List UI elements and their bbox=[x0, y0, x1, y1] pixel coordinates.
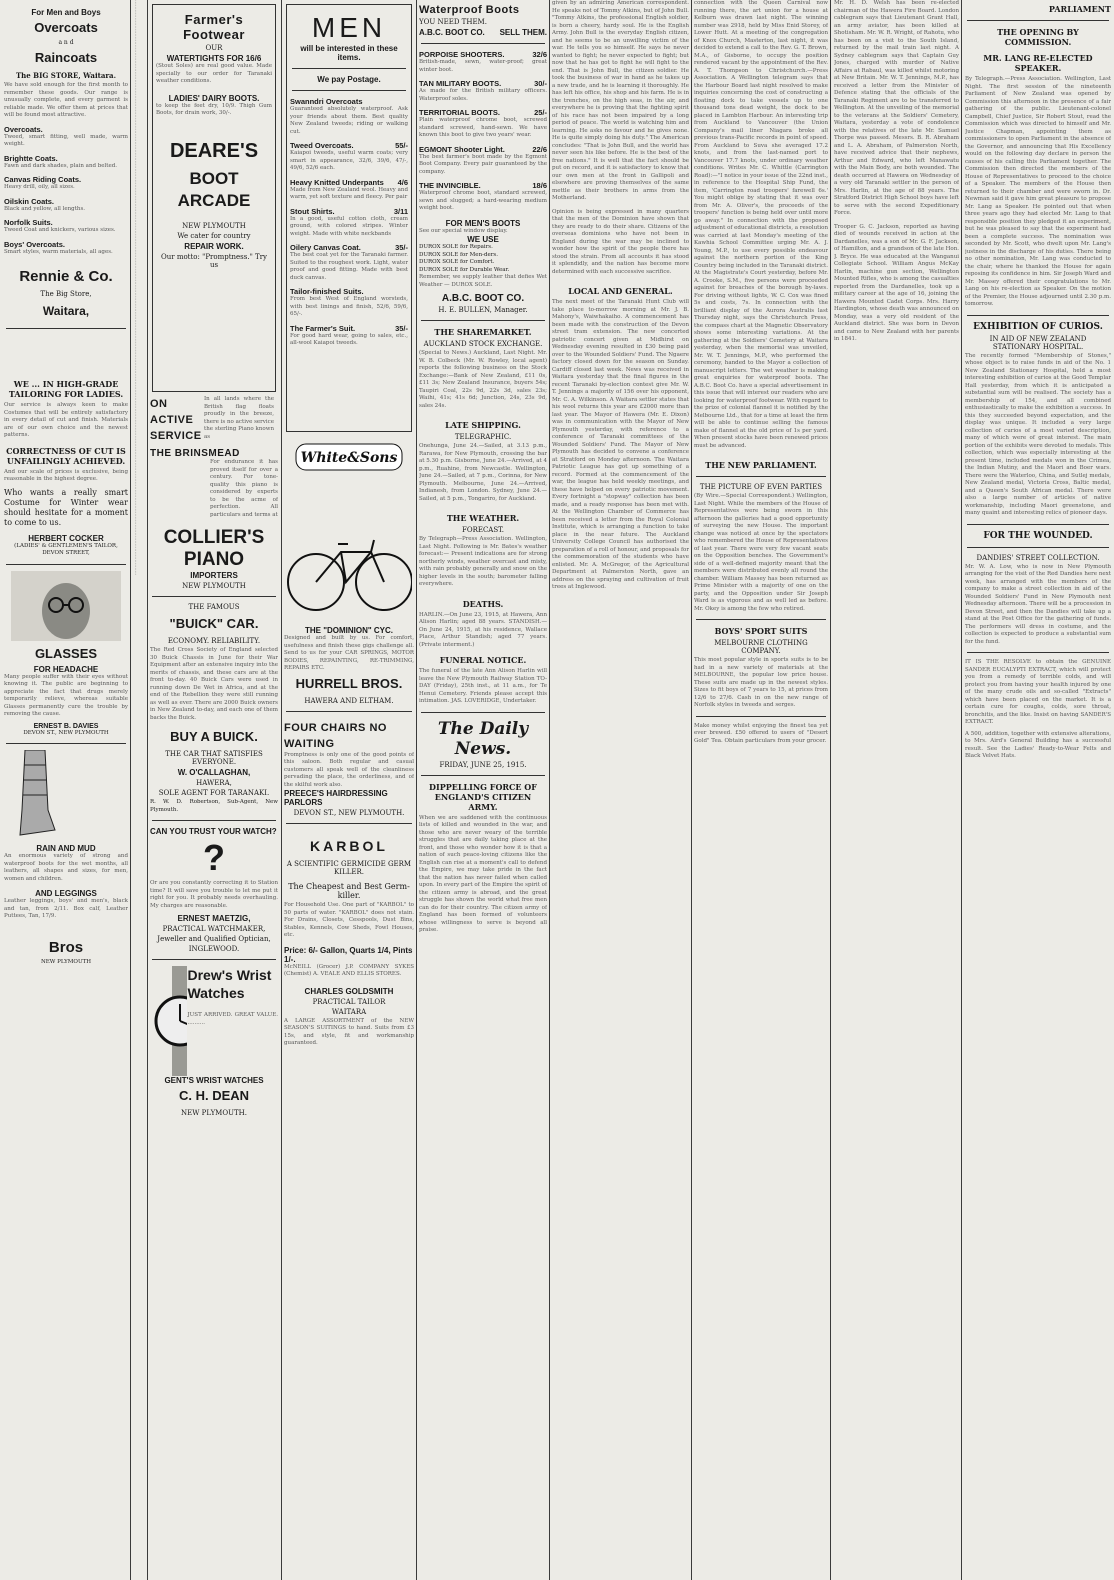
product-desc-6: From best West of England worsteds, with best linings and finish, 52/6, 59/6, 65/-. bbox=[290, 296, 408, 317]
preece-address: DEVON ST., NEW PLYMOUTH. bbox=[293, 809, 405, 817]
product-desc-2: Kaiapoi tweeds, useful warm coats; very smart in appearance, 32/6, 39/6, 47/-, 49/6, 52/6 each. bbox=[290, 150, 408, 171]
farmers-footwear-ad bbox=[152, 4, 276, 392]
drews-body: JUST ARRIVED. GREAT VALUE. .......... bbox=[187, 1012, 278, 1026]
legging-illustration bbox=[10, 750, 60, 840]
bros-town: NEW PLYMOUTH bbox=[40, 958, 92, 965]
davies-address: DEVON ST., NEW PLYMOUTH bbox=[23, 729, 109, 736]
lang-heading: MR. LANG RE-ELECTED SPEAKER. bbox=[983, 53, 1093, 73]
boys-suits-body: This most popular style in sports suits is to be had in a new variety of materials at the MELBOURNE, the popular low price house. These suits are made up in the newest styles. Sizes to fit boys of 7 years to 15, at prices from 12/6 to 27/6. Cash in on the new range of Norfolk styles in tweeds and serges. bbox=[694, 657, 828, 708]
store-item-3-text: Heavy drill, oily, all sizes. bbox=[4, 184, 75, 190]
active-service-heading: ON ACTIVE SERVICE bbox=[150, 398, 202, 442]
boot-desc-4: The best farmer's boot made by the Egmont Boot Company. Every pair guaranteed by the company. bbox=[419, 153, 547, 175]
boot-row-3: TERRITORIAL BOOTS. 25/- bbox=[419, 108, 547, 117]
column-8 bbox=[965, 0, 1111, 1580]
curios-sub: IN AID OF NEW ZEALAND STATIONARY HOSPITAL. bbox=[989, 334, 1087, 351]
deares-town: NEW PLYMOUTH bbox=[182, 221, 246, 230]
buick-body: The Red Cross Society of England selected 30 Buick Chassis in June for their War Equipment after an extensive inquiry into the merits of chassis, and these cars are at the front to-day. 40 Buick Cars were used in running down De Wet in Africa, and at the end of the Rebellion they were still running as well as ever. There are 2000 Buick owners in New Zealand to-day, and each one of them backs the Buick. bbox=[150, 647, 278, 721]
wrist-watch-row bbox=[150, 966, 278, 1076]
headache-heading: FOR HEADACHE bbox=[33, 664, 99, 674]
wounded-heading: FOR THE WOUNDED. bbox=[983, 530, 1093, 541]
sell-them: SELL THEM. bbox=[499, 28, 547, 37]
deaths-body: HARLIN.—On June 23, 1915, at Hawera, Ann Alison Harlin; aged 88 years. STANDISH.—On June 24, 1915, at his residence, Wallace Place, Arthur Standish; aged 77 years. (Private interment.) bbox=[419, 611, 547, 648]
boot-desc-2: As made for the British military officers. Waterproof soles. bbox=[419, 88, 547, 102]
masthead-date: FRIDAY, JUNE 25, 1915. bbox=[439, 760, 527, 769]
importers-heading: IMPORTERS bbox=[190, 571, 238, 580]
gents-watches-heading: GENT'S WRIST WATCHES bbox=[164, 1076, 264, 1085]
store-item-1-text: Tweed, smart fitting, well made, warm weight. bbox=[4, 133, 128, 147]
deares-motto: Our motto: "Promptness." Try us bbox=[161, 252, 267, 269]
deaths-heading: DEATHS. bbox=[462, 598, 504, 609]
colliers-heading: COLLIER'S bbox=[163, 527, 265, 548]
glasses-heading: GLASSES bbox=[34, 645, 98, 661]
mud-heading: RAIN AND MUD bbox=[36, 844, 96, 853]
karbol-agents: McNEILL (Grocer) J.P. COMPANY SYKES (Chemist) A. VEALE AND ELLIS STORES. bbox=[284, 963, 414, 977]
dominion-heading: THE "DOMINION" CYC. bbox=[304, 626, 394, 635]
preece-heading: PREECE'S HAIRDRESSING PARLORS bbox=[284, 789, 388, 807]
column-6 bbox=[694, 0, 828, 1580]
waterproof-heading: Waterproof Boots bbox=[419, 4, 520, 16]
column-2 bbox=[150, 0, 278, 1580]
boot-row-5: THE INVINCIBLE. 18/6 bbox=[419, 181, 547, 190]
cocker-ad bbox=[4, 379, 128, 558]
curios-heading: EXHIBITION OF CURIOS. bbox=[973, 321, 1103, 332]
maetzig-town: INGLEWOOD. bbox=[188, 945, 240, 953]
dandies-sub: DANDIES' STREET COLLECTION. bbox=[976, 553, 1100, 562]
watertights-body: (Stout Soles) are real good value. Made specially to our order for Taranaki weather conditions. bbox=[156, 63, 272, 84]
brinsmead-heading: THE BRINSMEAD bbox=[150, 448, 240, 459]
germicide-line: A SCIENTIFIC GERMICIDE GERM KILLER. bbox=[286, 860, 412, 876]
col5-body-mid: Opinion is being expressed in many quarters that the men of the Dominion have shown that they are ready to do their share. Citizens of the overseas dominions who have not been in England during the war may be inclined to wonder how the spirit of the people there has stood the strain. From all accounts it has stood it splendidly, and the nation has become more determined with each successive sacrifice. bbox=[552, 208, 689, 275]
hurrell-sub: HAWERA AND ELTHAM. bbox=[304, 696, 394, 705]
cheapest-line: The Cheapest and Best Germ-killer. bbox=[288, 882, 410, 900]
overcoats-ad bbox=[4, 8, 128, 322]
curios-body: The recently formed "Membership of Stones," whose object is to raise funds in aid of the No. 1 New Zealand Stationary Hospital, held a most interesting exhibition of curios at the Good Templar Hall yesterday, from which it is anticipated a substantial sum will be realised. The society has a membership of 154, and all combined enthusiastically to make the exhibition a success. In this they succeeded beyond expectation, and the display was unique. It included a very large collection of curios of a most varied description, many of which were of great interest. The main portion of the exhibits were devoted to medals. This collection, which was especially interesting at the present time, included medals won in the Crimea, the Indian Mutiny, and the Maori and Boer wars. There were the Waterloo, China, and Sutlej medals, New Zealand medal, Victoria Cross, Baltic medal, and a Queen's South African medal. There were also a large number of articles of native workmanship, including Maori greenstone, and many quaint and interesting relics of pioneer days. bbox=[965, 352, 1111, 516]
store-item-4-text: Black and yellow, all lengths. bbox=[4, 205, 86, 212]
rennie-town: Waitara, bbox=[42, 304, 90, 318]
whites-logo bbox=[286, 442, 412, 472]
ocallaghan-town: HAWERA, bbox=[196, 779, 232, 787]
leggings-body: Leather leggings, boys' and men's, black and tan, from 2/11. Box calf, Leather Puttees, Tan, 17/9. bbox=[4, 898, 128, 919]
abc-row bbox=[419, 28, 547, 37]
sharemarket-heading: THE SHAREMARKET. bbox=[434, 327, 532, 337]
trust-watch-heading: CAN YOU TRUST YOUR WATCH? bbox=[150, 827, 277, 836]
farmers-footwear-title: Farmer's Footwear bbox=[183, 12, 245, 42]
goldsmith-trade: PRACTICAL TAILOR bbox=[312, 997, 386, 1006]
column-7 bbox=[834, 0, 959, 1580]
telegraphic-sub: TELEGRAPHIC. bbox=[454, 433, 512, 441]
colliers-town: NEW PLYMOUTH bbox=[182, 582, 246, 590]
dominion-body: Designed and built by us. For comfort, usefulness and finish these gigs challenge all. Send to us for your CAR SPRINGS, MOTOR BODIES, REPAINTING, RE-TRIMMING, REPAIRS ETC. bbox=[284, 635, 414, 671]
daily-news-masthead: The Daily News. bbox=[437, 718, 529, 759]
smart-costume: Who wants a really smart Costume for Winter wear should hesitate for a moment to come to us. bbox=[4, 487, 128, 527]
tailoring-body: Our service is always keen to make Costumes that will be entirely satisfactory in every detail of cut and finish. Materials are of our own choice and the newest patterns. bbox=[4, 402, 128, 438]
goldsmith-heading: CHARLES GOLDSMITH bbox=[304, 986, 394, 996]
product-desc-4: In a good, useful cotton cloth, cream ground, with colored stripes. Winter weight. Made with white neckbands bbox=[290, 215, 408, 237]
col6-body-top: connection with the Queen Carnival now running there, the art union for a house at Kelburn was drawn last night. The winning number was 2918, held by Miss Enid Storey, of Lower Hutt. At a meeting of the congregation of Knox Church, Masterton, last night, it was decided to extend a call to the Rev. G. T. Brown, M.A., of Gisborne, to occupy the position rendered vacant by the appointment of the Rev. A. T. Thompson to Christchurch.—Press Association. A Wellington telegram says that the Harbour Board last night resolved to make inquiries concerning the cost of constructing a floating dock to take vessels up to one thousand tons dead weight, the dock to be placed in Lambton Harbour. An interesting trip from Auckland to Vancouver (the Union Company's mail liner Niagara broke all previous trans-Pacific records in point of speed. From Auckland to Suva she averaged 17.2 knots, and from the last-named port to Vancouver 17.7 knots, under ordinary weather conditions. Writes Mr. C. Whittle (Carrington Road):—"I notice in your issue of the 22nd inst., in reference to the Hospital Ship Fund, the item, 'Carrington road troopers' farewell 6s.' You might oblige by stating that it was over from Mr. A. Oliver's, the proceeds of the troopers' function is being held over until more go away." In connection with the proposed adjustment of educational districts, a resolution was carried at last Monday's meeting of the Kawhia School Committee urging Mr. A. J. Young, M.P., to use every possible endeavour against the northern portion of the King Country being included in the Taranaki district. At the Magistrate's Court yesterday, before Mr. A. Crooke, S.M., five persons were proceeded against for breaches of the borough by-laws. For driving without lights, W. C. Cox was fined 5s and costs, 7s. In connection with the brilliant display of the Aurora Australis last Thursday night, says the Christchurch Press, the compass chart at the Magnetic Observatory shows some interesting variations. At the gathering at the Soldiers' Cemetery at Waitara yesterday, when the memorial was unveiled, Mr. W. T. Jennings, M.P., who performed the ceremony, handed to the Mayor a collection of manuscript letters. The wet weather is making great enquiries for waterproof boots. The A.B.C. Boot Co. have a special advertisement in this issue that will interest our readers who are looking for waterproof footwear. With regard to the prize of colonial flannel it is notified by the Melbourne Ltd., that for a time at least the firm will be able to continue selling the famous make of flannel at the old price of 1s per yard. When present stocks have been renewed prices must be advanced. bbox=[694, 0, 828, 449]
leggings-heading: AND LEGGINGS bbox=[35, 889, 97, 898]
dean-town: NEW PLYMOUTH. bbox=[181, 1109, 247, 1117]
glasses-body: Many people suffer with their eyes without knowing it. The public are beginning to appreciate the fact that drugs merely temporarily relieve, whereas suitable Glasses permanently cure the trouble by removing the cause. bbox=[4, 673, 128, 717]
wrist-watch-icon bbox=[150, 966, 187, 1076]
product-row-4: Stout Shirts. 3/11 bbox=[290, 206, 408, 216]
sole-agent: SOLE AGENT FOR TARANAKI. bbox=[158, 789, 270, 797]
stock-exchange-sub: AUCKLAND STOCK EXCHANGE. bbox=[423, 340, 543, 348]
rennie-heading: Rennie & Co. bbox=[19, 268, 113, 285]
goldsmith-town: WAITARA bbox=[331, 1007, 367, 1016]
sub-agent: R. W. D. Robertson, Sub-Agent, New Plymouth. bbox=[150, 799, 278, 813]
maetzig-jeweller: Jeweller and Qualified Optician, bbox=[157, 935, 271, 943]
raincoats-heading: Raincoats bbox=[34, 50, 98, 65]
glasses-ad bbox=[4, 571, 128, 738]
picture-sub: THE PICTURE OF EVEN PARTIES bbox=[699, 483, 823, 491]
forecast-sub: FORECAST. bbox=[461, 526, 505, 534]
active-service-body: In all lands where the British flag floats proudly in the breeze, there is no active service the sterling Piano known as bbox=[204, 396, 274, 440]
col7-body-mid: Trooper G. C. Jackson, reported as having died of wounds received in action at the Dardanelles, was a son of Mr. G. F. Jackson, of Hamilton, and a grandson of the late Hon. J. Bryce. He was educated at the Wanganui Collegiate School. William Angus McKay Harlin, machine gun section, Wellington Mounted Rifles, who is among the casualties reported from the Dardanelles, took up a military career at the age of 16, joining the Hawera Mounted Cadet Corps. Mrs. Harry Hardington, whose death was announced on Monday, was a very old resident of the Auckland district. She was born in Devon and came to New Zealand with her parents in 1841. bbox=[834, 223, 959, 342]
need-line: YOU NEED THEM. bbox=[419, 18, 487, 26]
parliament-top-heading: PARLIAMENT bbox=[1048, 4, 1111, 14]
local-general-body: The next meet of the Taranaki Hunt Club will take place to-morrow morning at Mr. J. B. Mahony's, Waiwhakaiho. A commencement has been made with the construction of the Devon street tram extension. The new concerted patriotic concert given at Midhirst on Wednesday evening resulted in £30 being paid over to the Wounded Soldiers' Fund. The Ngaere factory closed down for the season on Sunday. Cardiff closed last week. News was received in Waitara yesterday that the final figures in the recent Taranaki by-election contest give Mr. W. T. Jennings a majority of 156 over his opponent, Mr. C. A. Wilkinson. A Waitara settler states that his wool returns this year are £2000 more than last year. The Mayor of Hawera (Mr. E. Dixon) was in communication with the Mayor of New Plymouth yesterday, with reference to a conference of Taranaki committees of the Wounded Soldiers' Fund. The Mayor of New Plymouth has decided to convene a conference at Stratford on Monday afternoon. The Waitara Patriotic League has got up something of a record. Formed at the commencement of the war, the league has held weekly meetings, and these have helped on every patriotic movement. Every fortnight a "stopway" collection has been made, and a ready response has been met with. At the Wellington Chamber of Commerce has been received a letter from the Royal Colonial Institute, which is arranging a function to take place in the near future. The Auckland University College Council has authorised the preparation of a roll of honour, and proposals for the commemoration of the students who have enlisted. Mr. A. McGregor, of the Agricultural Department at Palmerston North, gave an address on the spraying and cultivation of fruit trees at Inglewood. bbox=[552, 299, 689, 590]
goldsmith-body: A LARGE ASSORTMENT of the NEW SEASON'S SUITINGS to hand. Suits from £3 15s, and style, fit and workmanship guaranteed. bbox=[284, 1017, 414, 1046]
shipping-heading: LATE SHIPPING. bbox=[445, 420, 521, 430]
hurrell-heading: HURRELL BROS. bbox=[295, 675, 403, 691]
sander-body: IT IS THE RESOLVE to obtain the GENUINE SANDER EUCALYPTI EXTRACT, which will protect you from a remedy of terrible colds, and will protect you from having your health injured by one of the many crude oils and so-called "Extracts" which have been placed on the market. It is a certain cure for coughs, colds, sore throat, bronchitis, and the like. Insist on having SANDER'S EXTRACT. bbox=[965, 659, 1111, 725]
drews-heading: Drew's Wrist Watches bbox=[187, 967, 272, 1001]
column-1 bbox=[4, 0, 128, 1580]
deares-cater: We cater for country bbox=[177, 231, 251, 240]
strip-text: .......................................................................................................................................................................................................................................................................................................................................................................... bbox=[133, 0, 140, 576]
product-desc-7: For good hard wear, going to sales, etc., all-wool Kaiapoi tweeds. bbox=[290, 332, 408, 346]
desert-gold-name: "Desert Gold" Tea. bbox=[694, 730, 828, 744]
four-chairs-heading: FOUR CHAIRS NO WAITING bbox=[284, 721, 387, 750]
product-row-6: Tailor-finished Suits. bbox=[290, 287, 364, 296]
ladies-dairy-heading: LADIES' DAIRY BOOTS. bbox=[168, 93, 260, 103]
weather-body: By Telegraph—Press Association. Wellington, Last Night. Following is Mr. Bates's weather forecast:— Present indications are for strong northerly winds, weather overcast and misty, with rain probably generally and snow on the higher levels in the south; barometer falling everywhere. bbox=[419, 536, 547, 587]
big-store-line: The BIG STORE, Waitara. bbox=[15, 71, 117, 80]
column-4 bbox=[419, 0, 547, 1580]
force-body: When we are saddened with the continuous lists of killed and wounded in the war, and those who are never weary of the terrible struggles that are daily taking place at the front, and those who wonder how it is that a nation of such peace-loving citizens like the English can rise at a moment's call to defend the Empire, we may take pride in the fact that the nation has never failed when called upon. In every part of the Empire the spirit of the citizen army is abroad, and the great struggle has shown the world what free men can do for their country. The citizen army of England has been formed of volunteers whose willingness to serve is beyond all praise. bbox=[419, 814, 547, 933]
face-illustration bbox=[11, 571, 121, 641]
mud-body: An enormous variety of strong and waterproof boots for the wet months, all leathers, all shapes and sizes, for men, women and children. bbox=[4, 853, 128, 882]
bicycle-illustration bbox=[286, 512, 412, 622]
product-row-1: Swanndri Overcoats bbox=[290, 97, 363, 106]
repair-heading: REPAIR WORK. bbox=[184, 241, 244, 251]
col5-body-top: given by an admiring American correspondent. He speaks not of Tommy Atkins, but of John Bull. "Tommy Atkins, the professional English soldier, is born a cheery, hardy soul. He is the English Army. John Bull is the everyday English citizen, and he seems to be an unwilling victim of the war. He tells you so himself. He says he never wanted to fight; he never expected to fight; but now that he has got to fight he will fight to the end. That is John Bull, the citizen soldier. He took the business of war in hand as he takes up a new trade, and he is learning it thoroughly. He has left his office, his shop and his farm. He is in the trenches, on the high seas, in the air, and everywhere he is proving that the fighting spirit of his race has not been impaired by a long period of peace. The world is watching him and learning. He asks no favour and he gives none. He is quite simply doing his duty." The American concludes: "That is John Bull, and the world has never seen his like before. He is the best of the free nations." It is well that the fact should be put on record, and it is satisfactory to know that our own men at the front in Gallipoli and elsewhere are proving themselves of the same mettle as their brothers in arms from the Motherland. bbox=[552, 0, 689, 201]
desert-gold-body: Make money whilst enjoying the finest tea yet ever brewed. £50 offered to users of "Desert Gold" Tea. Obtain particulars from your grocer. bbox=[694, 722, 828, 744]
parliament-heading: THE NEW PARLIAMENT. bbox=[705, 460, 817, 470]
for-men-heading: FOR MEN'S BOOTS bbox=[445, 218, 521, 228]
product-row-2: Tweed Overcoats. 55/- bbox=[290, 141, 408, 150]
alterations-body: A 500, addition, together with extensive alterations, to Mrs. Aird's General Building has a successful result. See the Ladies' Ready-to-Wear Felts and Black Velvet Hats. bbox=[965, 730, 1111, 759]
tailoring-heading: WE ... IN HIGH-GRADE TAILORING FOR LADIES. bbox=[8, 379, 124, 399]
boot-desc-1: British-made, sewn, water-proof; great winter boot. bbox=[419, 59, 547, 73]
store-item-2: Brightte Coats. bbox=[4, 153, 58, 163]
product-row-7: The Farmer's Suit. 35/- bbox=[290, 323, 408, 333]
for-men-body: See our special window display. bbox=[419, 227, 508, 234]
weather-heading: THE WEATHER. bbox=[446, 513, 520, 523]
dean-heading: C. H. DEAN bbox=[178, 1088, 250, 1103]
question-mark: ? bbox=[203, 837, 225, 878]
col7-body-top: Mr. H. D. Welsh has been re-elected chairman of the Hawera Fire Board. London cablegram says that Lieutenant Grant Hall, an army aviator, has been killed at Shotisham. Mr. W. R. Wright, of Rahotu, who has been on a visit to the South Island, returned by the mail train last night. A Sydney cablegram says that Captain Guy Jones, charged with murder of Native Affairs at Rabaul, was killed whilst motoring at New Britain. Mr. W. T. Jennings, M.P., has received a letter from the Minister of Defence stating that the officials of the Taranaki Regiment are to be transferred to Wellington. At the unveiling of the memorial to the veterans at the Soldiers' Cemetery, Waitara, yesterday a vote of condolence with the relatives of the late Mr. Samuel Thorpe was passed. Messrs. B. R. Abraham and L. A. Abraham, of Palmerston North, have received advice that their nephews, Arthur and Edward, who left Manawatu with the Main Body, are both wounded. The death occurred at Hawera on Wednesday of a very old Taranaki settler in the person of Mrs. Harlin, at the age of 88 years. The Stratford District High School boys have left to serve with the second Expeditionary Force. bbox=[834, 0, 959, 216]
buy-buick-heading: BUY A BUICK. bbox=[170, 729, 258, 744]
parliament-body: (By Wire.—Special Correspondent.) Wellington, Last Night. While the members of the House of Representatives were being sworn in this afternoon the galleries had a good opportunity of surveying the new House. The important change was noticed at once by the spectators who remembered the House of Representatives of last year. There were very few vacant seats on the Opposition benches. The Government's side of a well-defined majority meant that the members were distributed evenly all round the chamber. William Massey has been returned as Prime Minister with a majority of one on the party, and the Opposition under Sir Joseph Ward is as vigorous and as well led as before. Mr. Okey is among the few who retired. bbox=[694, 493, 828, 612]
men-heading: MEN bbox=[311, 12, 387, 43]
economy-line: ECONOMY. RELIABILITY. bbox=[167, 637, 261, 645]
famous-label: THE FAMOUS bbox=[188, 603, 240, 611]
farmers-our: OUR bbox=[205, 44, 223, 52]
maetzig-trade: PRACTICAL WATCHMAKER, bbox=[162, 925, 266, 933]
store-item-5-text: Tweed Coat and knickers, various sizes. bbox=[4, 227, 116, 233]
funeral-body: The funeral of the late Ann Alison Harlin will leave the New Plymouth Railway Station TO-DAY (Friday), 25th inst., at 11 a.m., for Te Henui Cemetery. Friends please accept this intimation. JAS. LOVERIDGE, Undertaker. bbox=[419, 668, 547, 704]
boot-desc-3: Plain waterproof chrome boot, screwed standard screwed, hand-sewn. We have known this boot to give two years' wear. bbox=[419, 117, 547, 138]
funeral-heading: FUNERAL NOTICE. bbox=[439, 655, 527, 665]
active-service-row bbox=[150, 396, 278, 444]
karbol-price: Price: 6/- Gallon, Quarts 1/4, Pints 1/-. bbox=[284, 945, 413, 964]
boys-suits-heading: BOYS' SPORT SUITS bbox=[714, 626, 808, 636]
column-3 bbox=[284, 0, 414, 1580]
store-item-4: Oilskin Coats. bbox=[4, 196, 55, 206]
sharemarket-body: (Special to News.) Auckland, Last Night. Mr. W. B. Colbeck (Mr. W. Rowley, local agent) reports the following business on the Stock Exchange:—Bank of New Zealand, £11 0s, £11 3s; New Zealand Insurance, buyers 54s; Taupiri Coal, 22s 9d, 22s 3d, sales 23s; Waihi, 41s; 41s 6d; Junction, 24s, 23s 9d, sales 24s. bbox=[419, 350, 547, 409]
maetzig-name: ERNEST MAETZIG, bbox=[177, 914, 251, 923]
abc-footer: A.B.C. BOOT CO. bbox=[441, 293, 525, 304]
boot-arcade-heading: BOOT ARCADE bbox=[177, 168, 251, 210]
overcoats-banner-line1: For Men and Boys bbox=[31, 8, 101, 17]
satisfies-line: THE CAR THAT SATISFIES EVERYONE. bbox=[165, 750, 263, 766]
product-row-3: Heavy Knitted Underpants 4/6 bbox=[290, 177, 408, 187]
opening-body: By Telegraph.—Press Association. Wellington, Last Night. The first session of the nineteenth Parliament of New Zealand was opened by Commission this afternoon in the presence of a fair gathering of the public. Lieutenant-colonel Campbell, Chief Justice, Sir Robert Stout, read the Commission which was directed to himself and Mr. Justice Chapman, appointing them as commissioners to open Parliament in the absence of the Governor, and announcing that His Excellency would on the following day declare in person the causes of his calling this Parliament together. The Commission then directed the members of the House of Representatives to proceed to the choice of a Speaker. The members of the House then returned to their chamber and were sworn in. Dr. Newman said it gave him great pleasure to propose Mr. Lang as Speaker. He pointed out that when three years ago they had elected Mr. Lang to that responsible position they pledged it an experiment, but he was pleased to say that the experiment had been a complete success. The nomination was seconded by Mr. Scott, who dwelt upon Mr. Lang's justness in the discharge of his duties. There being no other nomination, Mr. Lang was conducted to the chair, where he thanked the House for again reposing its confidence in him. Sir Joseph Ward and Mr. Massey offered their congratulations to Mr. Lang on his re-election as Speaker. On the motion of the Premier, the House adjourned until 2.30 p.m. tomorrow. bbox=[965, 76, 1111, 307]
product-desc-3: Made from New Zealand wool. Heavy and warm, yet soft texture and fleecy. Per pair bbox=[290, 186, 408, 200]
boot-row-1: PORPOISE SHOOTERS. 32/6 bbox=[419, 50, 547, 59]
overcoats-body: We have sold enough for the first month to remember these goods. Our range is unusually complete, and every garment is reliable made. We offer them at prices that will be found most attractive. bbox=[4, 82, 128, 118]
product-desc-1: Guaranteed absolutely waterproof. Ask your friends about them. Best quality New Zealand tweeds; riding or walking cut. bbox=[290, 106, 408, 135]
boot-row-4: EGMONT Shooter Light. 22/6 bbox=[419, 144, 547, 154]
melbourne-sub: MELBOURNE CLOTHING COMPANY. bbox=[714, 639, 808, 655]
durox-body: Remember, we supply leather that defies Wet Weather — DUROX SOLE. bbox=[419, 274, 547, 288]
karbol-body: For Household Use. One part of "KARBOL" to 50 parts of water. "KARBOL" does not stain. For Drains, Closets, Cesspools, Dust Bins, Stables, Kennels, Cow Sheds, Fowl Houses, etc. bbox=[284, 902, 414, 938]
shipping-body: Onehunga, June 24.—Sailed, at 3.13 p.m., Rarawa, for New Plymouth, crossing the bar at 5.30 p.m. Gisborne, June 24.—Arrived, at 4 p.m., Ruahine, from Newcastle. Wellington, June 24.—Sailed, at 7 p.m., Corinna, for New Plymouth. Melbourne, June 24.—Arrived, Indianesh, from London. Sydney, June 24.—Sailed, at 5 p.m., Tongariro, for Auckland. bbox=[419, 443, 547, 502]
cut-body: And our scale of prices is exclusive, being reasonable in the highest degree. bbox=[4, 468, 128, 482]
four-chairs-body: Promptness is only one of the good points of this saloon. Both regular and casual customers all speak well of the cleanliness pervading the place, the orderliness, and of the skilful work also. bbox=[284, 751, 414, 788]
boot-desc-5: Waterproof chrome boot, standard screwed, sewn and slugged; a hard-wearing medium weight boot. bbox=[419, 190, 547, 211]
piano-heading: PIANO bbox=[183, 549, 245, 570]
store-item-5: Norfolk Suits. bbox=[4, 218, 53, 227]
cocker-sub: (LADIES' & GENTLEMEN'S TAILOR, DEVON STREET, bbox=[14, 542, 118, 556]
svg-text:White&Sons: White&Sons bbox=[300, 450, 398, 466]
watch-body: Or are you constantly correcting it to Station time? It will save you trouble to let me put it right for you. It probably needs overhauling. My charges are reasonable. bbox=[150, 880, 278, 909]
overcoats-banner-line2: Overcoats bbox=[34, 20, 98, 35]
we-use-heading: WE USE bbox=[467, 235, 499, 244]
davies-name: ERNEST B. DAVIES bbox=[33, 722, 99, 730]
cut-heading: CORRECTNESS OF CUT IS UNFAILINGLY ACHIEVED. bbox=[6, 445, 126, 466]
buick-car-heading: "BUICK" CAR. bbox=[169, 616, 259, 631]
watertights-heading: WATERTIGHTS FOR 16/6 bbox=[166, 54, 262, 63]
dandies-body: Mr. W. A. Low, who is now in New Plymouth arranging for the visit of the Red Dandies here next week, has arranged with the members of the company to make a street collection in aid of the Wounded Soldiers' Fund in New Plymouth next Wednesday afternoon. There will be a procession in Devon Street, and then the Dandies will take up a stand at the Post Office for the gathering of funds. The performers will dress in costume, and the collection is expected to produce a substantial sum for the fund. bbox=[965, 563, 1111, 645]
boot-row-2: TAN MILITARY BOOTS. 30/- bbox=[419, 79, 547, 88]
postage-line: We pay Postage. bbox=[317, 75, 381, 84]
bros-heading: Bros bbox=[48, 938, 84, 956]
product-row-5: Oilery Canvas Coat. 35/- bbox=[290, 243, 408, 252]
ocallaghan-name: W. O'CALLAGHAN, bbox=[177, 768, 251, 777]
column-strip bbox=[132, 0, 146, 1580]
ladies-dairy-body: to keep the feet dry, 10/9. Thigh Gum Boots, for drain work, 30/-. bbox=[156, 102, 272, 116]
men-items-ad bbox=[286, 4, 412, 432]
cocker-name: HERBERT COCKER bbox=[28, 533, 104, 543]
column-5 bbox=[552, 0, 689, 1580]
local-general-heading: LOCAL AND GENERAL. bbox=[568, 286, 673, 296]
men-subheading: will be interested in these items. bbox=[300, 44, 398, 62]
karbol-heading: KARBOL bbox=[310, 838, 388, 854]
store-item-6: Boys' Overcoats. bbox=[4, 239, 65, 249]
store-item-6-text: Smart styles, warm materials, all ages. bbox=[4, 248, 113, 255]
product-desc-5: The best coat yet for the Taranaki farmer. Suited to the roughest work. Light, water proof and good fitting. Made with best duck canvas. bbox=[290, 252, 408, 281]
store-item-1: Overcoats. bbox=[4, 124, 43, 134]
abc-name: A.B.C. BOOT CO. bbox=[419, 28, 485, 37]
rennie-sub: The Big Store, bbox=[40, 290, 92, 298]
deares-heading: DEARE'S bbox=[169, 139, 259, 162]
durox-list: DUROX SOLE for Repairs. DUROX SOLE for Men-ders. DUROX SOLE for Comfort. DUROX SOLE for Durable Wear. bbox=[419, 244, 510, 273]
manager-line: H. E. BULLEN, Manager. bbox=[438, 306, 528, 314]
overcoats-text: a n d bbox=[58, 39, 74, 46]
brinsmead-body: For endurance it has proved itself for over a century. For tone-quality this piano is considered by experts to be the acme of perfection. All particulars and terms at bbox=[210, 459, 278, 518]
store-item-3: Canvas Riding Coats. bbox=[4, 175, 82, 184]
opening-heading: THE OPENING BY COMMISSION. bbox=[997, 27, 1079, 47]
force-heading: DIPPELLING FORCE OF ENGLAND'S CITIZEN ARMY. bbox=[429, 781, 537, 812]
store-item-2-text: Fawn and dark shades, plain and belted. bbox=[4, 162, 118, 169]
